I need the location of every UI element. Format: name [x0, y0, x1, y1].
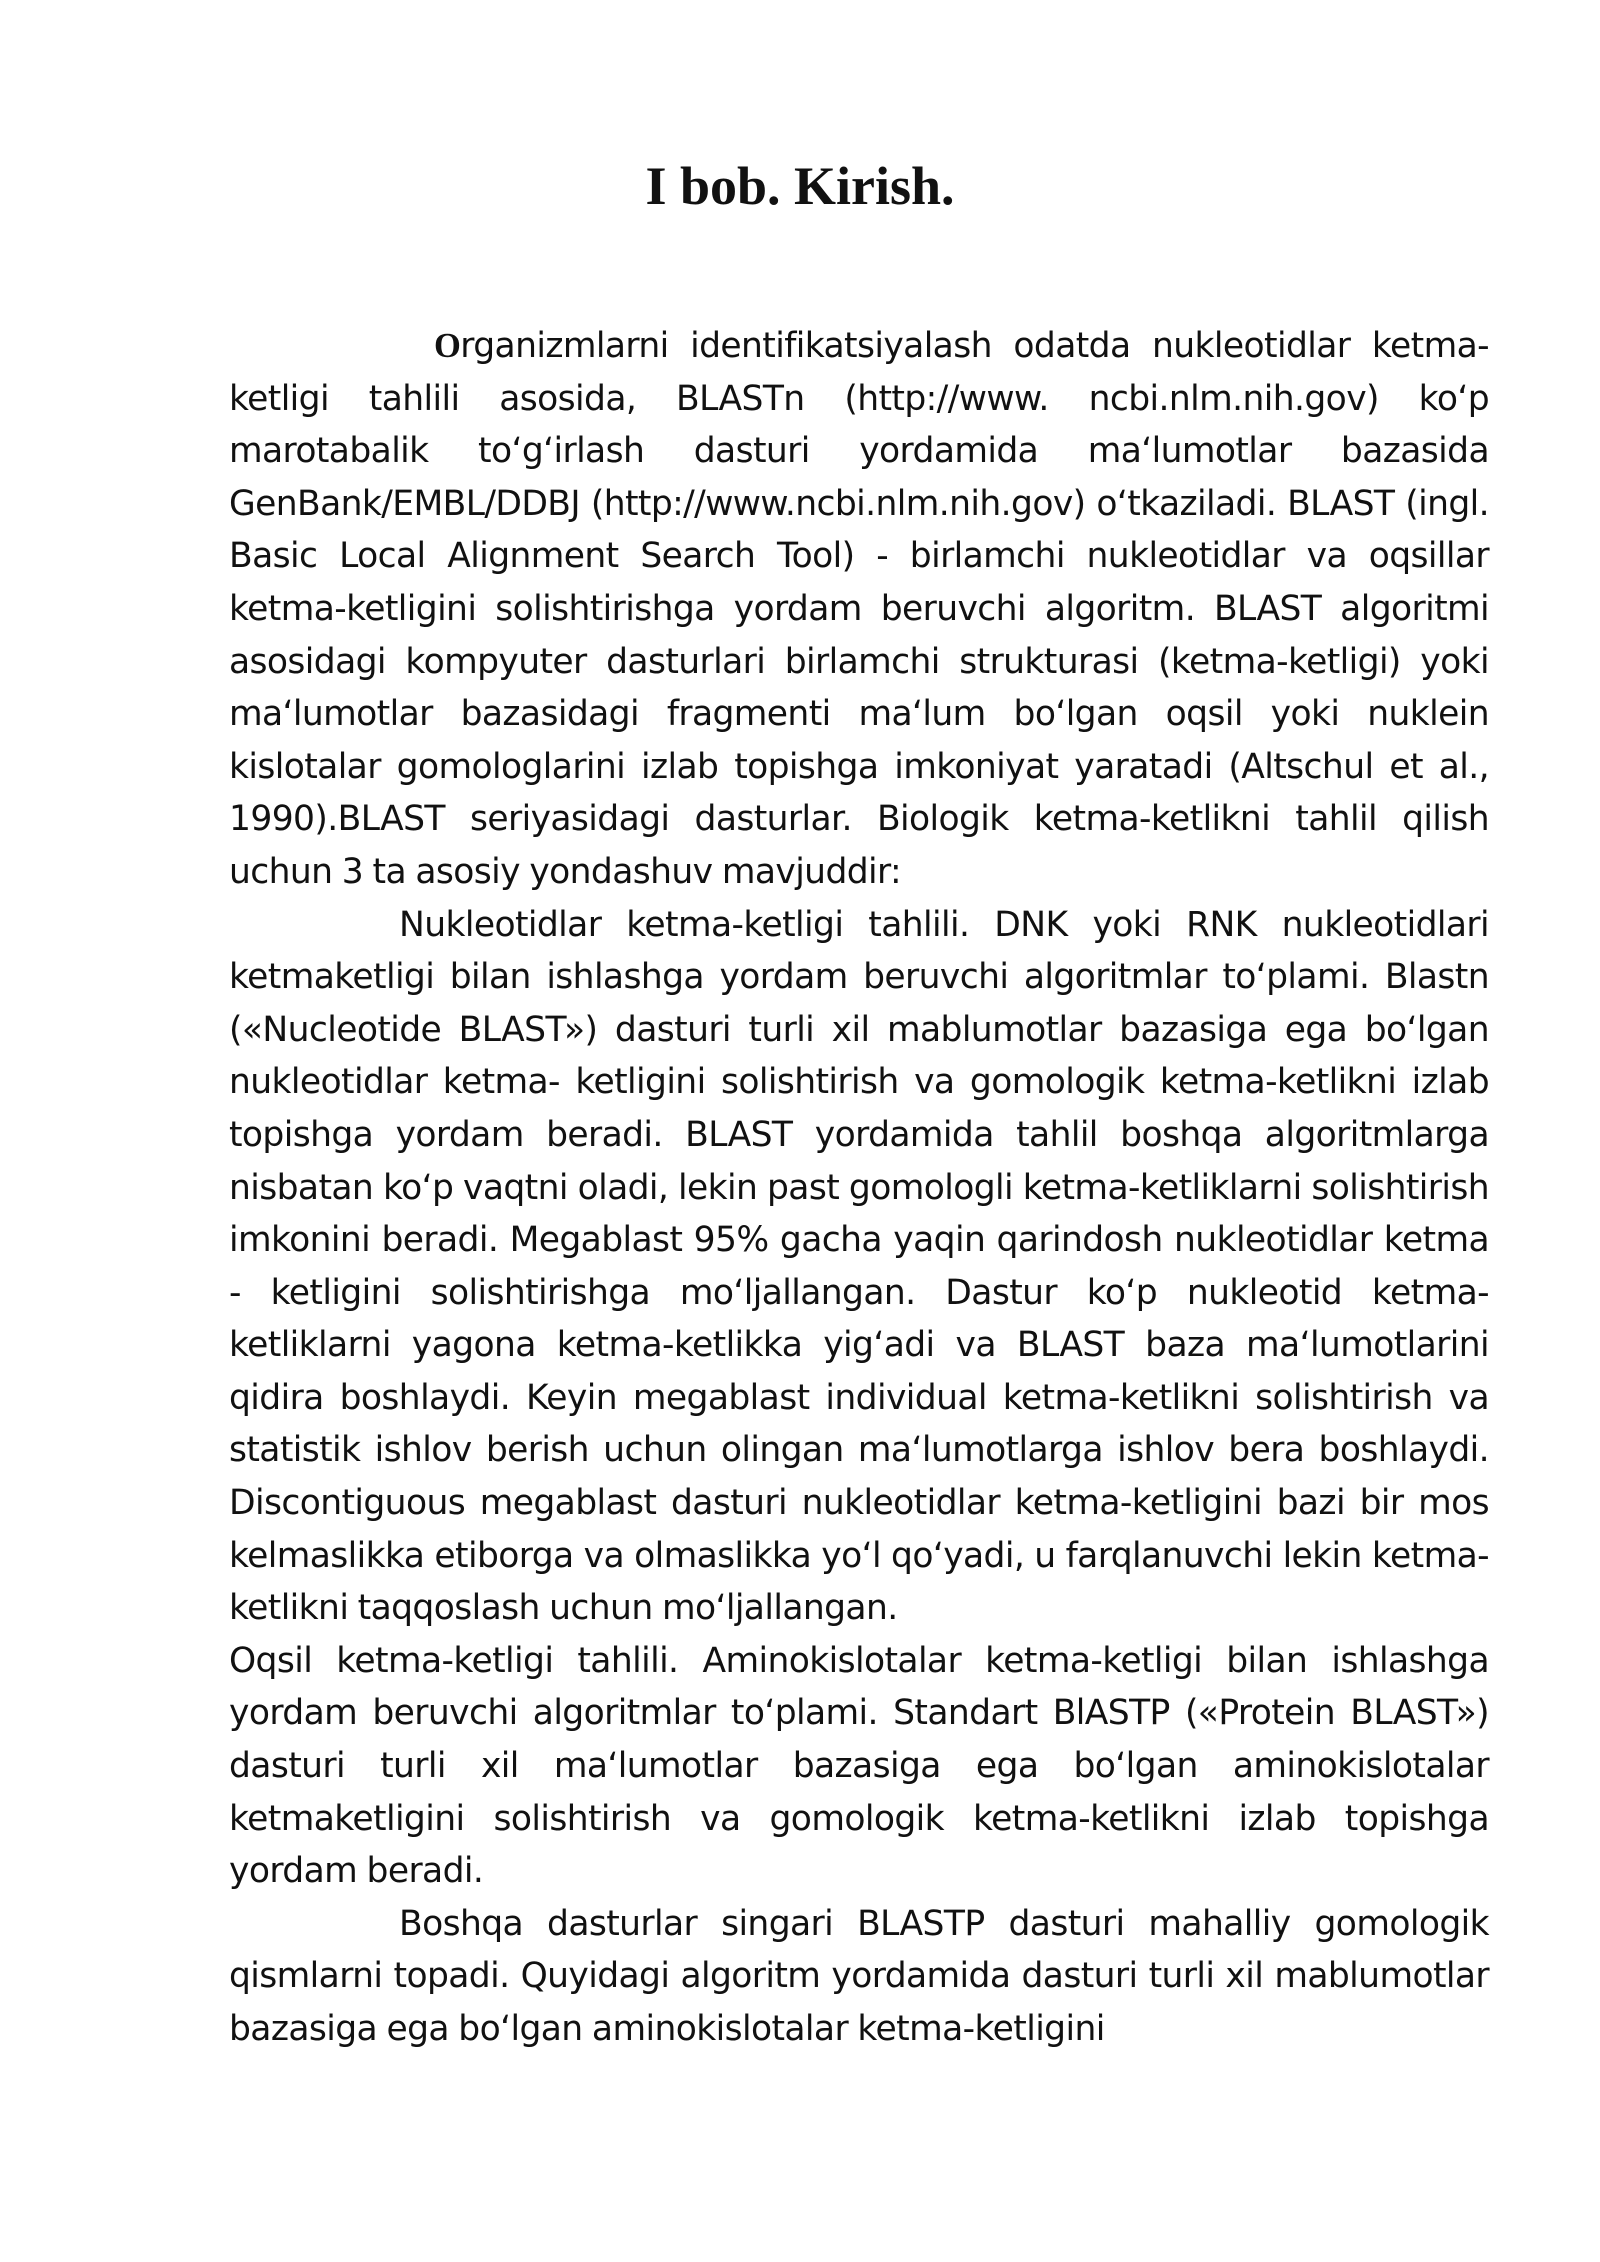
paragraph-intro-text: rganizmlarni identifikatsiyalash odatda nukleotidlar ketma-ketligi tahlili asosida, BLASTn (http://www. ncbi.nlm.nih.gov) koʻp marotabalik toʻgʻirlash dasturi yordamida maʻlumotlar bazasida GenBank/EMBL/DDBJ (http://www.ncbi.nlm.nih.gov) oʻtkaziladi. BLAST (ingl. Basic Local Alignment Search Tool) - birlamchi nukleotidlar va oqsillar ketma-ketligini solishtirishga yordam beruvchi algoritm. BLAST algoritmi asosidagi kompyuter dasturlari birlamchi strukturasi (ketma-ketligi) yoki maʻlumotlar bazasidagi fragmenti maʻlum boʻlgan oqsil yoki nuklein kislotalar gomologlarini izlab topishga imkoniyat yaratadi (Altschul et al., 1990).BLAST seriyasidagi dasturlar. Biologik ketma-ketlikni tahlil qilish uchun 3 ta asosiy yondashuv mavjuddir:	[229, 326, 1489, 892]
body-text	[229, 320, 1489, 2056]
paragraph-protein-analysis: Oqsil ketma-ketligi tahlili. Aminokislotalar ketma-ketligi bilan ishlashga yordam beruvchi algoritmlar toʻplami. Standart BlASTP («Protein BLAST») dasturi turli xil maʻlumotlar bazasiga ega boʻlgan aminokislotalar ketmaketligini solishtirish va gomologik ketma-ketlikni izlab topishga yordam beradi.	[229, 1640, 1489, 1892]
paragraph-nucleotide-analysis: Nukleotidlar ketma-ketligi tahlili. DNK yoki RNK nukleotidlari ketmaketligi bilan ishlashga yordam beruvchi algoritmlar toʻplami. Blastn («Nucleotide BLAST») dasturi turli xil mablumotlar bazasiga ega boʻlgan nukleotidlar ketma- ketligini solishtirish va gomologik ketma-ketlikni izlab topishga yordam beradi. BLAST yordamida tahlil boshqa algoritmlarga nisbatan koʻp vaqtni oladi, lekin past gomologli ketma-ketliklarni solishtirish imkonini beradi. Megablast 95% gacha yaqin qarindosh nukleotidlar ketma - ketligini solishtirishga moʻljallangan. Dastur koʻp nukleotid ketma-ketliklarni yagona ketma-ketlikka yigʻadi va BLAST baza maʻlumotlarini qidira boshlaydi. Keyin megablast individual ketma-ketlikni solishtirish va statistik ishlov berish uchun olingan maʻlumotlarga ishlov bera boshlaydi. Discontiguous megablast dasturi nukleotidlar ketma-ketligini bazi bir mos kelmaslikka etiborga va olmaslikka yoʻl qoʻyadi, u farqlanuvchi lekin ketma- ketlikni taqqoslash uchun moʻljallangan.	[229, 904, 1489, 1629]
drop-letter: O	[434, 327, 461, 365]
paragraph-blastp: Boshqa dasturlar singari BLASTP dasturi mahalliy gomologik qismlarni topadi. Quyidagi algoritm yordamida dasturi turli xil mablumotlar bazasiga ega boʻlgan aminokislotalar ketma-ketligini	[229, 1903, 1489, 2049]
page-title: I bob. Kirish.	[645, 156, 955, 216]
paragraph-intro	[229, 320, 1489, 899]
